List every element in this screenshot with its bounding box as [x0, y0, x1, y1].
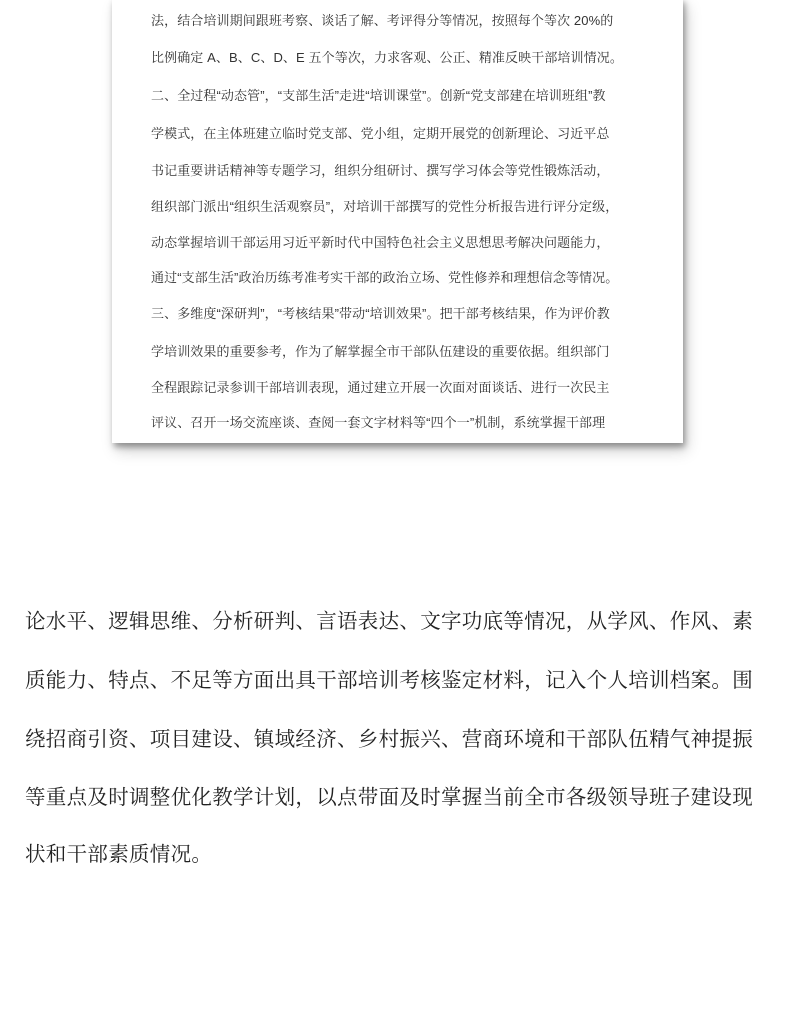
body-line: 绕招商引资、项目建设、镇域经济、乡村振兴、营商环境和干部队伍精气神提振 [25, 728, 753, 751]
scan-line: 三、多维度“深研判”，“考核结果”带动“培训效果”。把干部考核结果，作为评价教 [151, 306, 610, 321]
scan-line: 学模式，在主体班建立临时党支部、党小组，定期开展党的创新理论、习近平总 [151, 126, 610, 141]
scan-line: 学培训效果的重要参考，作为了解掌握全市干部队伍建设的重要依据。组织部门 [151, 344, 610, 359]
body-line: 论水平、逻辑思维、分析研判、言语表达、文字功底等情况，从学风、作风、素 [25, 610, 753, 633]
body-line: 质能力、特点、不足等方面出具干部培训考核鉴定材料，记入个人培训档案。围 [25, 669, 753, 692]
scan-line: 全程跟踪记录参训干部培训表现，通过建立开展一次面对面谈话、进行一次民主 [151, 380, 610, 395]
scan-line: 动态掌握培训干部运用习近平新时代中国特色社会主义思想思考解决问题能力， [151, 235, 610, 250]
scan-line: 二、全过程“动态管”，“支部生活”走进“培训课堂”。创新“党支部建在培训班组”教 [151, 88, 606, 103]
scan-line: 法，结合培训期间跟班考察、谈话了解、考评得分等情况，按照每个等次 20%的 [151, 13, 614, 28]
body-line: 等重点及时调整优化教学计划，以点带面及时掌握当前全市各级领导班子建设现 [25, 786, 753, 809]
scanned-document-page [112, 0, 683, 443]
scan-line: 比例确定 A、B、C、D、E 五个等次，力求客观、公正、精准反映干部培训情况。 [151, 50, 623, 65]
scan-line: 评议、召开一场交流座谈、查阅一套文字材料等“四个一”机制，系统掌握干部理 [151, 415, 606, 430]
body-line: 状和干部素质情况。 [25, 843, 213, 866]
scan-line: 通过“支部生活”政治历练考准考实干部的政治立场、党性修养和理想信念等情况。 [151, 270, 619, 285]
scan-line: 组织部门派出“组织生活观察员”，对培训干部撰写的党性分析报告进行评分定级， [151, 199, 619, 214]
scan-line: 书记重要讲话精神等专题学习，组织分组研讨、撰写学习体会等党性锻炼活动， [151, 163, 610, 178]
